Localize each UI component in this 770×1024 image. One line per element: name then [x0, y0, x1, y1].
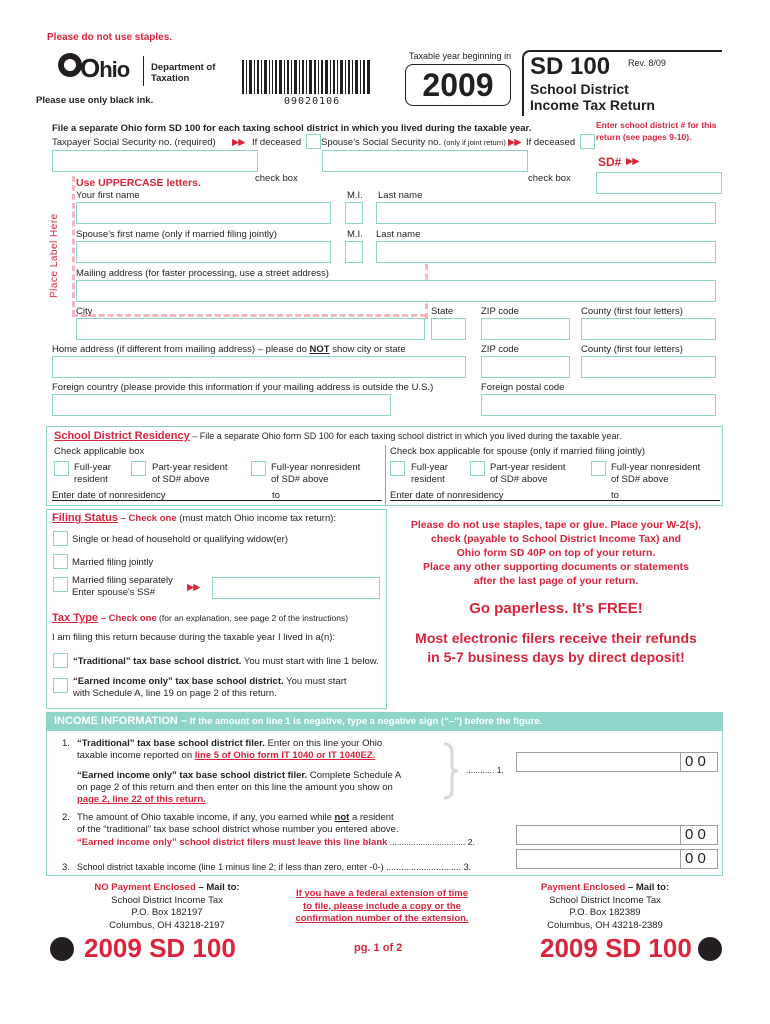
single-checkbox[interactable]	[53, 531, 68, 546]
line1-earned-text: “Earned income only” tax base school district filer. Complete Schedule A on page 2 of this return and then enter on this line the amount you show on page 2, line 22 of this return.	[77, 770, 402, 805]
spouse-first-name-label: Spouse's first name (only if married filing jointly)	[76, 229, 277, 240]
registration-dot	[50, 937, 74, 961]
zip-field[interactable]	[481, 318, 570, 340]
black-ink-note: Please use only black ink.	[36, 95, 154, 106]
first-name-field[interactable]	[76, 202, 331, 224]
state-label: State	[431, 306, 454, 317]
barcode-number: 09020106	[284, 96, 341, 107]
check-applicable-label: Check applicable box	[54, 446, 145, 457]
extension-note: If you have a federal extension of time to file, please include a copy or the confirmation number of the extension.	[295, 888, 469, 924]
home-county-label: County (first four letters)	[581, 344, 683, 355]
taxpayer-full-year-nonresident-checkbox[interactable]	[251, 461, 266, 476]
arrow-icon: ▶▶	[187, 582, 200, 593]
form-footer-left: 2009 SD 100	[84, 933, 236, 963]
spouse-ssn-separate-field[interactable]	[212, 577, 380, 599]
check-spouse-label: Check box applicable for spouse (only if married filing jointly)	[390, 446, 646, 457]
if-deceased-label: If deceased	[252, 137, 302, 148]
school-district-number-field[interactable]	[596, 172, 722, 194]
foreign-country-label: Foreign country (please provide this information if your mailing address is outside the U.S.)	[52, 382, 434, 393]
taxpayer-ssn-field[interactable]	[52, 150, 258, 172]
dept-line1: Department of	[151, 62, 216, 73]
home-county-field[interactable]	[581, 356, 716, 378]
mailing-address-field[interactable]	[76, 280, 716, 302]
arrow-icon: ▶▶	[626, 156, 639, 167]
home-zip-label: ZIP code	[481, 344, 519, 355]
zip-label: ZIP code	[481, 306, 519, 317]
spouse-part-year-resident-checkbox[interactable]	[470, 461, 485, 476]
revision: Rev. 8/09	[628, 58, 666, 68]
arrow-icon: ▶▶	[508, 137, 521, 148]
page-number: pg. 1 of 2	[354, 942, 403, 954]
married-joint-checkbox[interactable]	[53, 554, 68, 569]
last-name-field[interactable]	[376, 202, 716, 224]
uppercase-note: Use UPPERCASE letters.	[76, 177, 201, 189]
if-deceased-label-2: If deceased	[526, 137, 576, 148]
home-address-label: Home address (if different from mailing address) – please do NOT show city or state	[52, 344, 406, 355]
earned-income-only-checkbox[interactable]	[53, 678, 68, 693]
check-box-note-2: check box	[528, 173, 571, 184]
line2-cents: 0 0	[685, 826, 706, 843]
spouse-nonresidency-date-field[interactable]	[390, 500, 720, 501]
line3-number: 3.	[62, 862, 70, 873]
staples-warning: Please do not use staples.	[47, 32, 173, 43]
to-label: to	[272, 490, 280, 501]
taxable-year-label: Taxable year beginning in	[409, 51, 512, 61]
line1-dots: ............ 1.	[466, 765, 504, 775]
ohio-logo-icon	[58, 53, 82, 77]
enter-sd-note: Enter school district # for this return (see pages 9-10).	[596, 120, 717, 142]
logo-divider	[143, 56, 144, 86]
last-name-label: Last name	[378, 190, 423, 201]
part-year-label: Part-year resident of SD# above	[152, 462, 228, 485]
spouse-mi-label: M.I.	[347, 229, 363, 240]
efile-note: Most electronic filers receive their refunds in 5-7 business days by direct deposit!	[415, 630, 697, 665]
mi-label: M.I.	[347, 190, 363, 201]
no-payment-address: NO Payment Enclosed – Mail to: School District Income Tax P.O. Box 182197 Columbus, OH 43218-2197	[94, 882, 240, 931]
i-am-filing-label: I am filing this return because during the taxable year I lived in a(n):	[52, 632, 336, 643]
mi-field[interactable]	[345, 202, 363, 224]
line2-text: The amount of Ohio taxable income, if any, you earned while not a resident of the “traditional” tax base school district whose number you entered above. “Earned income only” school district filers must leave this line blank ................................ 2.	[77, 812, 475, 848]
spouse-to-label: to	[611, 490, 619, 501]
registration-dot	[698, 937, 722, 961]
ohio-wordmark: Ohio	[80, 53, 130, 83]
spouse-deceased-checkbox[interactable]	[580, 134, 595, 149]
spouse-mi-field[interactable]	[345, 241, 363, 263]
form-title-2: Income Tax Return	[530, 97, 655, 113]
spouse-full-year-nonresident-checkbox[interactable]	[591, 461, 606, 476]
line1-number: 1.	[62, 738, 70, 749]
dept-line2: Taxation	[151, 73, 190, 84]
married-separate-label: Married filing separately Enter spouse's SS#	[72, 575, 173, 598]
label-frame	[72, 314, 426, 317]
state-field[interactable]	[431, 318, 466, 340]
foreign-country-field[interactable]	[52, 394, 391, 416]
county-label: County (first four letters)	[581, 306, 683, 317]
cents-divider	[680, 825, 681, 845]
taxpayer-nonresidency-date-field[interactable]	[52, 500, 382, 501]
staples-notice: Please do not use staples, tape or glue. Place your W-2(s), check (payable to School District Income Tax) and Ohio form SD 40P on top of your return. Place any other supporting documents or statements after the last page of your return.	[410, 519, 702, 587]
taxpayer-part-year-resident-checkbox[interactable]	[131, 461, 146, 476]
city-field[interactable]	[76, 318, 425, 340]
foreign-postal-field[interactable]	[481, 394, 716, 416]
first-name-label: Your first name	[76, 190, 140, 201]
traditional-label: “Traditional” tax base school district. You must start with line 1 below.	[73, 656, 379, 667]
spouse-full-year-label: Full-year resident	[411, 462, 448, 485]
cents-divider	[680, 849, 681, 869]
sd-label: SD#	[598, 155, 622, 169]
payment-address: Payment Enclosed – Mail to: School District Income Tax P.O. Box 182389 Columbus, OH 43218-2389	[540, 882, 670, 931]
paperless-banner: Go paperless. It's FREE!	[469, 600, 643, 617]
income-heading: INCOME INFORMATION – If the amount on line 1 is negative, type a negative sign (“–”) before the figure.	[54, 715, 543, 727]
check-box-note: check box	[255, 173, 298, 184]
traditional-tax-base-checkbox[interactable]	[53, 653, 68, 668]
tax-type-heading: Tax Type – Check one (for an explanation, see page 2 of the instructions)	[52, 612, 349, 624]
spouse-ssn-label: Spouse's Social Security no. (only if joint return)	[321, 137, 506, 148]
home-zip-field[interactable]	[481, 356, 570, 378]
single-label: Single or head of household or qualifying widow(er)	[72, 534, 288, 545]
line2-number: 2.	[62, 812, 70, 823]
mailing-address-label: Mailing address (for faster processing, use a street address)	[76, 268, 329, 279]
separate-form-note: File a separate Ohio form SD 100 for each taxing school district in which you lived during the taxable year.	[52, 123, 532, 134]
place-label-here: Place Label Here	[49, 213, 60, 298]
line1-cents: 0 0	[685, 753, 706, 770]
taxpayer-ssn-label: Taxpayer Social Security no. (required)	[52, 137, 216, 148]
taxpayer-full-year-resident-checkbox[interactable]	[54, 461, 69, 476]
spouse-ssn-field[interactable]	[322, 150, 528, 172]
spouse-first-name-field[interactable]	[76, 241, 331, 263]
married-joint-label: Married filing jointly	[72, 557, 154, 568]
form-number: SD 100	[530, 53, 611, 80]
spouse-date-nonresidency-label: Enter date of nonresidency	[390, 490, 504, 501]
filing-status-heading: Filing Status – Check one (must match Ohio income tax return):	[52, 512, 337, 524]
line1-traditional-text: “Traditional” tax base school district filer. Enter on this line your Ohio taxable income reported on line 5 of Ohio form IT 1040 or IT 1040EZ.	[77, 738, 383, 761]
foreign-postal-label: Foreign postal code	[481, 382, 565, 393]
spouse-last-name-label: Last name	[376, 229, 421, 240]
barcode	[242, 60, 370, 94]
married-separate-checkbox[interactable]	[53, 577, 68, 592]
tax-year: 2009	[405, 64, 511, 106]
full-year-nonresident-label: Full-year nonresident of SD# above	[271, 462, 361, 485]
line3-text: School district taxable income (line 1 minus line 2; if less than zero, enter -0-) .............................. 3.	[77, 862, 472, 872]
arrow-icon: ▶▶	[232, 137, 245, 148]
date-nonresidency-label: Enter date of nonresidency	[52, 490, 166, 501]
full-year-label: Full-year resident	[74, 462, 111, 485]
spouse-full-year-resident-checkbox[interactable]	[390, 461, 405, 476]
home-address-field[interactable]	[52, 356, 466, 378]
spouse-last-name-field[interactable]	[376, 241, 716, 263]
city-label: City	[76, 306, 93, 317]
taxpayer-deceased-checkbox[interactable]	[306, 134, 321, 149]
spouse-full-year-nonresident-label: Full-year nonresident of SD# above	[611, 462, 701, 485]
earned-income-label: “Earned income only” tax base school district. You must start with Schedule A, line 19 on page 2 of this return.	[73, 676, 347, 699]
form-title-1: School District	[530, 81, 629, 97]
cents-divider	[680, 752, 681, 772]
brace-icon	[440, 742, 460, 800]
residency-heading: School District Residency – File a separate Ohio form SD 100 for each taxing school district in which you lived during the taxable year.	[54, 430, 622, 442]
form-footer-right: 2009 SD 100	[540, 933, 692, 963]
line3-cents: 0 0	[685, 850, 706, 867]
label-frame	[72, 176, 75, 316]
county-field[interactable]	[581, 318, 716, 340]
spouse-part-year-label: Part-year resident of SD# above	[490, 462, 566, 485]
residency-divider	[385, 445, 386, 505]
